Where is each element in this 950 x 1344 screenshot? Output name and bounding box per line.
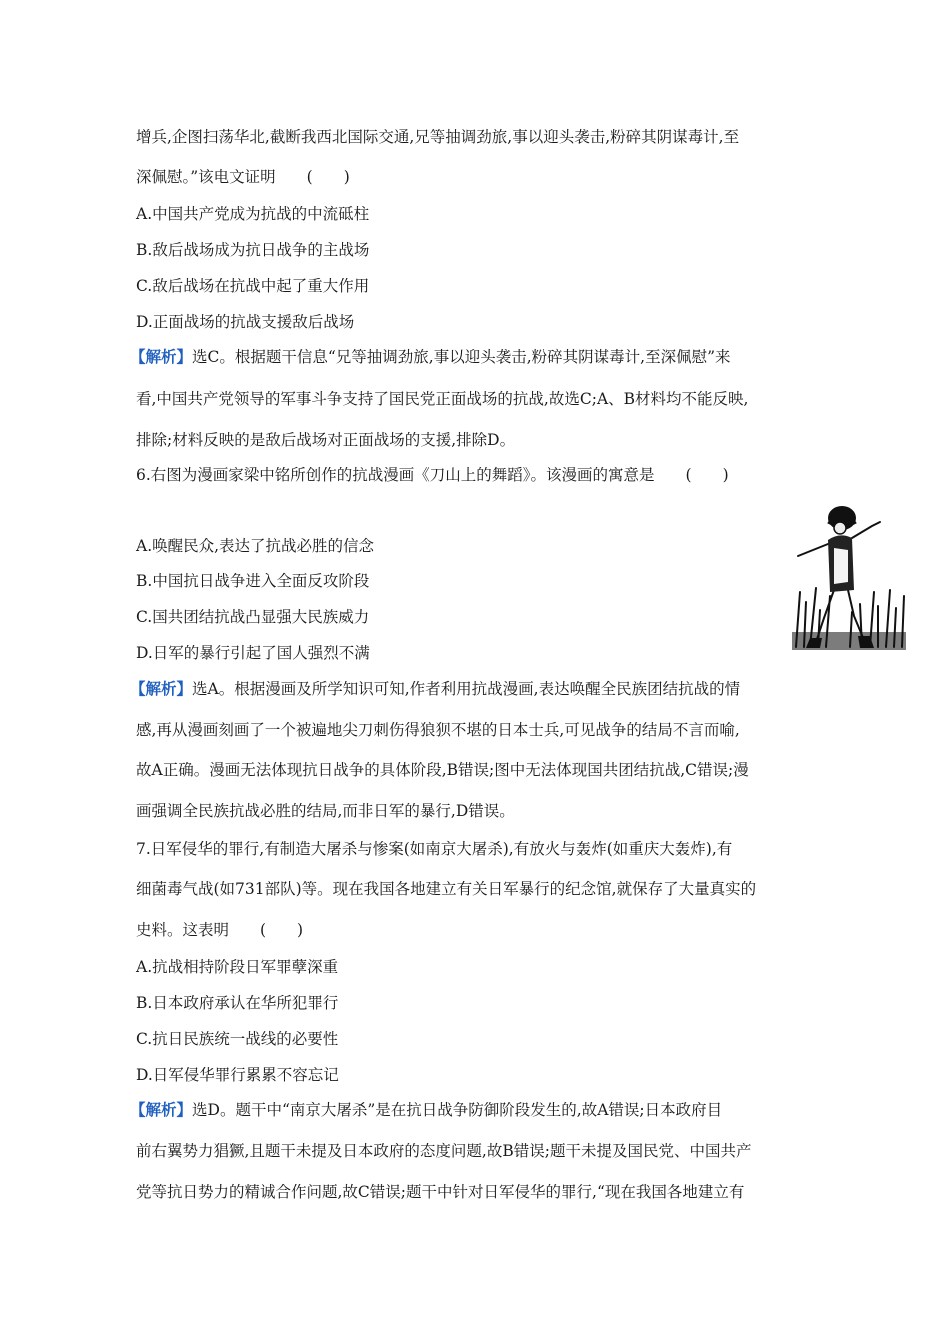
q6-stem: 6.右图为漫画家梁中铭所创作的抗战漫画《刀山上的舞蹈》。该漫画的寓意是 ( ) [136, 466, 729, 484]
q7-analysis-text-1: 选D。题干中“南京大屠杀”是在抗日战争防御阶段发生的,故A错误;日本政府目 [192, 1101, 723, 1119]
q5-option-b: B.敌后战场成为抗日战争的主战场 [136, 241, 370, 259]
q6-analysis-text-1: 选A。根据漫画及所学知识可知,作者利用抗战漫画,表达唤醒全民族团结抗战的情 [192, 680, 741, 698]
q7-option-c: C.抗日民族统一战线的必要性 [136, 1030, 339, 1048]
q6-option-c: C.国共团结抗战凸显强大民族威力 [136, 608, 370, 626]
q5-analysis-tag: 【解析】 [130, 347, 193, 366]
q6-option-a: A.唤醒民众,表达了抗战必胜的信念 [136, 537, 375, 555]
q7-analysis-tag: 【解析】 [130, 1100, 193, 1119]
q7-option-b: B.日本政府承认在华所犯罪行 [136, 994, 339, 1012]
q6-analysis-line-2: 感,再从漫画刻画了一个被遍地尖刀刺伤得狼狈不堪的日本士兵,可见战争的结局不言而喻, [136, 721, 740, 739]
q5-analysis-line-3: 排除;材料反映的是敌后战场对正面战场的支援,排除D。 [136, 431, 516, 449]
q5-option-a: A.中国共产党成为抗战的中流砥柱 [136, 205, 370, 223]
q6-option-d: D.日军的暴行引起了国人强烈不满 [136, 644, 370, 662]
q6-analysis-line-1 [130, 678, 740, 700]
q5-option-d: D.正面战场的抗战支援敌后战场 [136, 313, 355, 331]
q6-analysis-tag: 【解析】 [130, 679, 193, 698]
q6-analysis-line-3: 故A正确。漫画无法体现抗日战争的具体阶段,B错误;图中无法体现国共团结抗战,C错误;漫 [136, 761, 749, 779]
q6-analysis-line-4: 画强调全民族抗战必胜的结局,而非日军的暴行,D错误。 [136, 802, 515, 820]
cartoon-soldier-on-blades-image [790, 492, 908, 650]
q5-analysis-line-2: 看,中国共产党领导的军事斗争支持了国民党正面战场的抗战,故选C;A、B材料均不能反映, [136, 390, 749, 408]
q5-analysis-line-1 [130, 346, 731, 368]
q5-stem-line-2: 深佩慰。”该电文证明 ( ) [136, 168, 350, 186]
q7-analysis-line-3: 党等抗日势力的精诚合作问题,故C错误;题干中针对日军侵华的罪行,“现在我国各地建立有 [136, 1183, 745, 1201]
q7-analysis-line-2: 前右翼势力猖獗,且题干未提及日本政府的态度问题,故B错误;题干未提及国民党、中国共产 [136, 1142, 752, 1160]
q7-option-a: A.抗战相持阶段日军罪孽深重 [136, 958, 339, 976]
q5-stem-line-1: 增兵,企图扫荡华北,截断我西北国际交通,兄等抽调劲旅,事以迎头袭击,粉碎其阴谋毒计,至 [136, 128, 740, 146]
q7-stem-line-1: 7.日军侵华的罪行,有制造大屠杀与惨案(如南京大屠杀),有放火与轰炸(如重庆大轰炸),有 [136, 840, 733, 858]
q7-option-d: D.日军侵华罪行累累不容忘记 [136, 1066, 339, 1084]
q6-option-b: B.中国抗日战争进入全面反攻阶段 [136, 572, 370, 590]
q7-stem-line-2: 细菌毒气战(如731部队)等。现在我国各地建立有关日军暴行的纪念馆,就保存了大量真实的 [136, 880, 757, 898]
q7-stem-line-3: 史料。这表明 ( ) [136, 921, 304, 939]
q7-analysis-line-1 [130, 1099, 722, 1121]
q5-analysis-text-1: 选C。根据题干信息“兄等抽调劲旅,事以迎头袭击,粉碎其阴谋毒计,至深佩慰”来 [192, 348, 731, 366]
q5-option-c: C.敌后战场在抗战中起了重大作用 [136, 277, 370, 295]
